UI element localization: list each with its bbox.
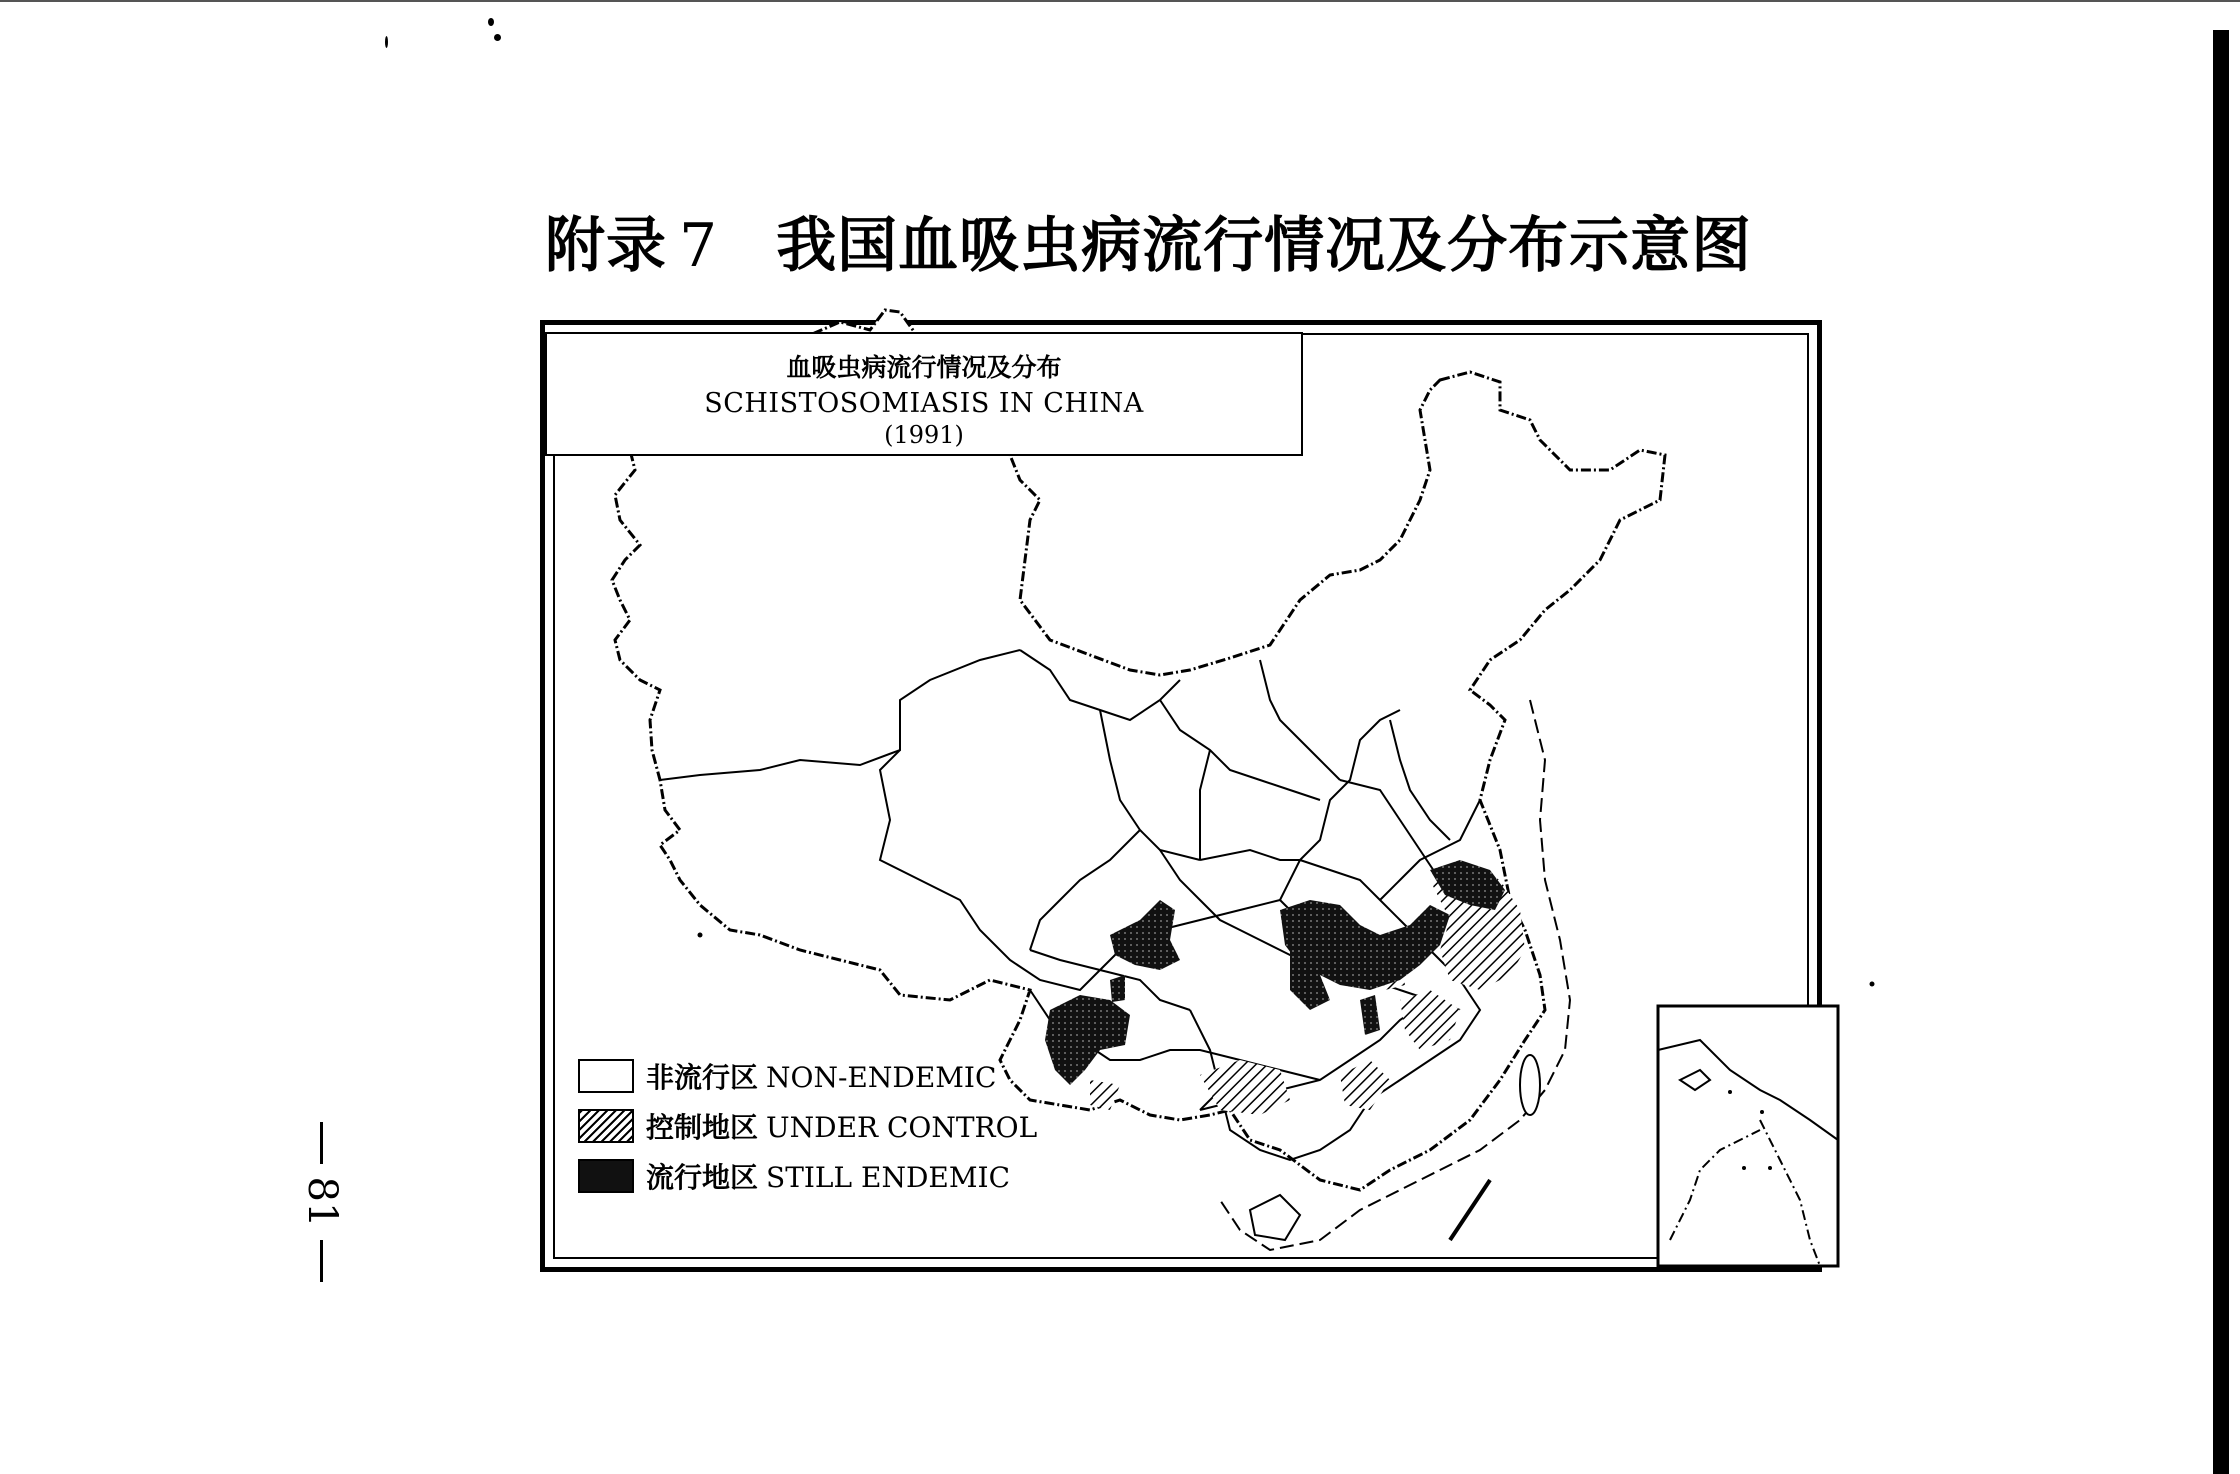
legend-item-under-control: [578, 1108, 1037, 1144]
swatch-still-endemic: [578, 1159, 634, 1193]
title-prefix: 附录: [545, 211, 667, 281]
legend-item-non-endemic: [578, 1058, 1037, 1094]
map-title-year: (1991): [884, 421, 964, 449]
legend-label-en: STILL ENDEMIC: [766, 1161, 1011, 1194]
legend-label: [646, 1056, 996, 1096]
page-number-dash: [320, 1240, 323, 1282]
legend-label-en: NON-ENDEMIC: [766, 1061, 997, 1094]
island-chain: [1450, 1180, 1490, 1240]
map-title-cn: 血吸虫病流行情况及分布: [786, 353, 1062, 382]
south-sea-inset: [1658, 1006, 1838, 1266]
legend-label-cn: 流行地区: [646, 1161, 759, 1194]
map-speck: [1870, 982, 1875, 987]
legend-label-en: UNDER CONTROL: [766, 1111, 1038, 1144]
legend-label: [646, 1156, 1010, 1196]
title-number: 7: [679, 211, 719, 281]
legend-label: [646, 1106, 1037, 1146]
page-number: [290, 1122, 354, 1282]
map-title-en: SCHISTOSOMIASIS IN CHINA: [704, 388, 1144, 419]
hainan: [1250, 1195, 1300, 1240]
swatch-under-control: [578, 1109, 634, 1143]
legend-item-still-endemic: [578, 1158, 1037, 1194]
page-number-dash: [320, 1122, 323, 1164]
page-number-text: 81: [299, 1176, 345, 1228]
swatch-non-endemic: [578, 1059, 634, 1093]
taiwan: [1520, 1055, 1540, 1115]
legend-label-cn: 非流行区: [646, 1061, 759, 1094]
title-text: 我国血吸虫病流行情况及分布示意图: [776, 211, 1753, 281]
map-title-box: [545, 332, 1303, 456]
map-speck: [698, 933, 703, 938]
legend-label-cn: 控制地区: [646, 1111, 759, 1144]
map-legend: [578, 1058, 1037, 1208]
